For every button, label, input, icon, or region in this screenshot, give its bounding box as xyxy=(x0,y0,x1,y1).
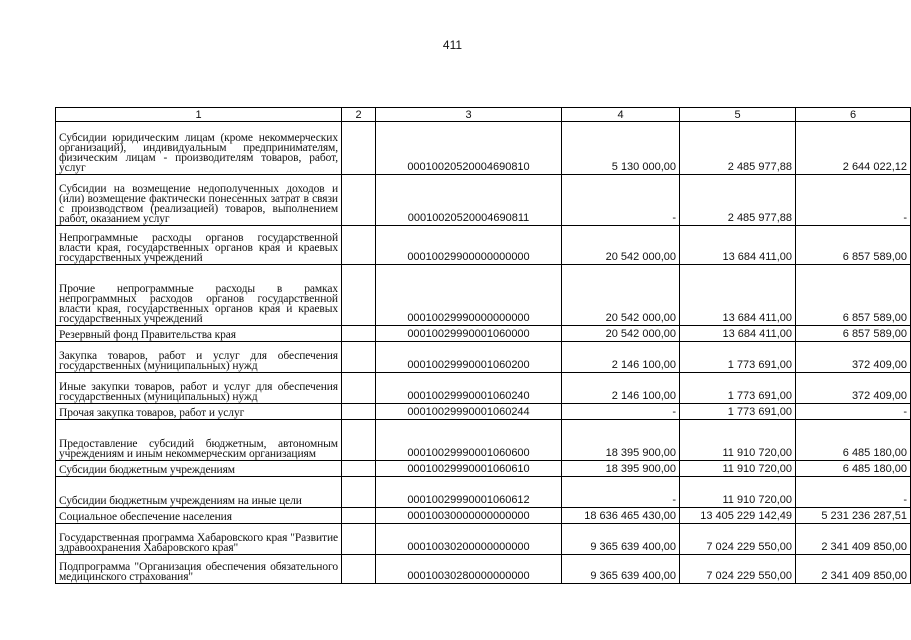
row-value-6-cell: 5 231 236 287,51 xyxy=(796,508,911,524)
row-code-cell: 00010030200000000000 xyxy=(376,524,562,555)
row-value-4-cell: 18 395 900,00 xyxy=(562,461,680,477)
row-value-4-cell: 20 542 000,00 xyxy=(562,326,680,342)
row-name-cell: Прочая закупка товаров, работ и услуг xyxy=(56,404,342,420)
table-row xyxy=(56,420,911,461)
row-value-5-cell: 2 485 977,88 xyxy=(680,122,796,175)
row-code-cell: 00010029990001060612 xyxy=(376,477,562,508)
table-row xyxy=(56,373,911,404)
row-name-cell: Субсидии бюджетным учреждениям на иные цели xyxy=(56,477,342,508)
row-value-5-cell: 13 684 411,00 xyxy=(680,226,796,265)
row-col2-cell xyxy=(342,524,376,555)
row-value-6-cell: 2 341 409 850,00 xyxy=(796,524,911,555)
table-row xyxy=(56,461,911,477)
row-code-cell: 00010020520004690810 xyxy=(376,122,562,175)
row-col2-cell xyxy=(342,373,376,404)
table-row xyxy=(56,404,911,420)
row-code-cell: 00010029990000000000 xyxy=(376,265,562,326)
row-name-cell: Предоставление субсидий бюджетным, автономным учреждениям и иным некоммерческим организациям xyxy=(56,420,342,461)
row-col2-cell xyxy=(342,265,376,326)
row-name-cell: Прочие непрограммные расходы в рамках непрограммных расходов органов государственной власти края, государственных органов края и краевых государственных учреждений xyxy=(56,265,342,326)
budget-table xyxy=(55,107,911,584)
row-value-5-cell: 7 024 229 550,00 xyxy=(680,524,796,555)
header-cell-5: 5 xyxy=(680,108,796,122)
row-name-cell: Резервный фонд Правительства края xyxy=(56,326,342,342)
row-value-5-cell: 13 684 411,00 xyxy=(680,326,796,342)
row-code-cell: 00010029990001060600 xyxy=(376,420,562,461)
row-value-4-cell: 9 365 639 400,00 xyxy=(562,524,680,555)
row-name-cell: Социальное обеспечение населения xyxy=(56,508,342,524)
row-value-4-cell: 18 395 900,00 xyxy=(562,420,680,461)
row-name-cell: Субсидии юридическим лицам (кроме некоммерческих организаций), индивидуальным предпринимателям, физическим лицам - производителям товаров, работ, услуг xyxy=(56,122,342,175)
row-code-cell: 00010030000000000000 xyxy=(376,508,562,524)
row-col2-cell xyxy=(342,326,376,342)
row-value-4-cell: - xyxy=(562,404,680,420)
row-col2-cell xyxy=(342,175,376,226)
row-name-cell: Иные закупки товаров, работ и услуг для обеспечения государственных (муниципальных) нужд xyxy=(56,373,342,404)
row-value-4-cell: 5 130 000,00 xyxy=(562,122,680,175)
row-col2-cell xyxy=(342,226,376,265)
row-value-6-cell: 6 857 589,00 xyxy=(796,326,911,342)
row-value-4-cell: 20 542 000,00 xyxy=(562,226,680,265)
table-row xyxy=(56,342,911,373)
row-value-5-cell: 7 024 229 550,00 xyxy=(680,555,796,584)
page-number: 411 xyxy=(442,38,463,52)
header-cell-1: 1 xyxy=(56,108,342,122)
row-col2-cell xyxy=(342,342,376,373)
row-name-cell: Подпрограмма "Организация обеспечения обязательного медицинского страхования" xyxy=(56,555,342,584)
row-col2-cell xyxy=(342,461,376,477)
header-row xyxy=(56,108,911,122)
row-code-cell: 00010029990001060240 xyxy=(376,373,562,404)
row-code-cell: 00010029900000000000 xyxy=(376,226,562,265)
header-cell-2: 2 xyxy=(342,108,376,122)
row-value-4-cell: 18 636 465 430,00 xyxy=(562,508,680,524)
table-row xyxy=(56,326,911,342)
header-cell-6: 6 xyxy=(796,108,911,122)
row-code-cell: 00010029990001060000 xyxy=(376,326,562,342)
row-value-4-cell: - xyxy=(562,477,680,508)
row-code-cell: 00010029990001060610 xyxy=(376,461,562,477)
row-col2-cell xyxy=(342,477,376,508)
row-value-6-cell: 6 857 589,00 xyxy=(796,265,911,326)
row-value-5-cell: 2 485 977,88 xyxy=(680,175,796,226)
table-row xyxy=(56,477,911,508)
row-value-6-cell: 372 409,00 xyxy=(796,342,911,373)
row-col2-cell xyxy=(342,404,376,420)
row-value-4-cell: 2 146 100,00 xyxy=(562,373,680,404)
table-row xyxy=(56,226,911,265)
row-col2-cell xyxy=(342,508,376,524)
row-value-6-cell: - xyxy=(796,175,911,226)
table-row xyxy=(56,265,911,326)
row-name-cell: Субсидии бюджетным учреждениям xyxy=(56,461,342,477)
row-value-4-cell: - xyxy=(562,175,680,226)
row-value-5-cell: 11 910 720,00 xyxy=(680,420,796,461)
row-name-cell: Государственная программа Хабаровского края "Развитие здравоохранения Хабаровского края" xyxy=(56,524,342,555)
row-col2-cell xyxy=(342,420,376,461)
row-value-4-cell: 2 146 100,00 xyxy=(562,342,680,373)
table-row xyxy=(56,122,911,175)
row-value-6-cell: 2 644 022,12 xyxy=(796,122,911,175)
row-value-6-cell: 6 485 180,00 xyxy=(796,420,911,461)
row-value-5-cell: 13 405 229 142,49 xyxy=(680,508,796,524)
row-value-5-cell: 13 684 411,00 xyxy=(680,265,796,326)
row-code-cell: 00010029990001060200 xyxy=(376,342,562,373)
row-col2-cell xyxy=(342,122,376,175)
table-body xyxy=(56,122,911,584)
row-code-cell: 00010030280000000000 xyxy=(376,555,562,584)
table-row xyxy=(56,175,911,226)
row-value-6-cell: 372 409,00 xyxy=(796,373,911,404)
row-value-5-cell: 1 773 691,00 xyxy=(680,342,796,373)
row-name-cell: Закупка товаров, работ и услуг для обеспечения государственных (муниципальных) нужд xyxy=(56,342,342,373)
row-value-5-cell: 1 773 691,00 xyxy=(680,404,796,420)
table-row xyxy=(56,508,911,524)
row-value-6-cell: 6 485 180,00 xyxy=(796,461,911,477)
table-row xyxy=(56,555,911,584)
row-value-6-cell: - xyxy=(796,404,911,420)
table-row xyxy=(56,524,911,555)
row-value-4-cell: 9 365 639 400,00 xyxy=(562,555,680,584)
row-value-4-cell: 20 542 000,00 xyxy=(562,265,680,326)
row-value-6-cell: 6 857 589,00 xyxy=(796,226,911,265)
row-value-5-cell: 1 773 691,00 xyxy=(680,373,796,404)
row-code-cell: 00010020520004690811 xyxy=(376,175,562,226)
row-value-6-cell: 2 341 409 850,00 xyxy=(796,555,911,584)
row-code-cell: 00010029990001060244 xyxy=(376,404,562,420)
header-cell-4: 4 xyxy=(562,108,680,122)
row-value-5-cell: 11 910 720,00 xyxy=(680,477,796,508)
header-cell-3: 3 xyxy=(376,108,562,122)
row-value-5-cell: 11 910 720,00 xyxy=(680,461,796,477)
row-name-cell: Непрограммные расходы органов государственной власти края, государственных органов края и краевых государственных учреждений xyxy=(56,226,342,265)
row-col2-cell xyxy=(342,555,376,584)
row-name-cell: Субсидии на возмещение недополученных доходов и (или) возмещение фактически понесенных затрат в связи с производством (реализацией) товаров, выполнением работ, оказанием услуг xyxy=(56,175,342,226)
row-value-6-cell: - xyxy=(796,477,911,508)
